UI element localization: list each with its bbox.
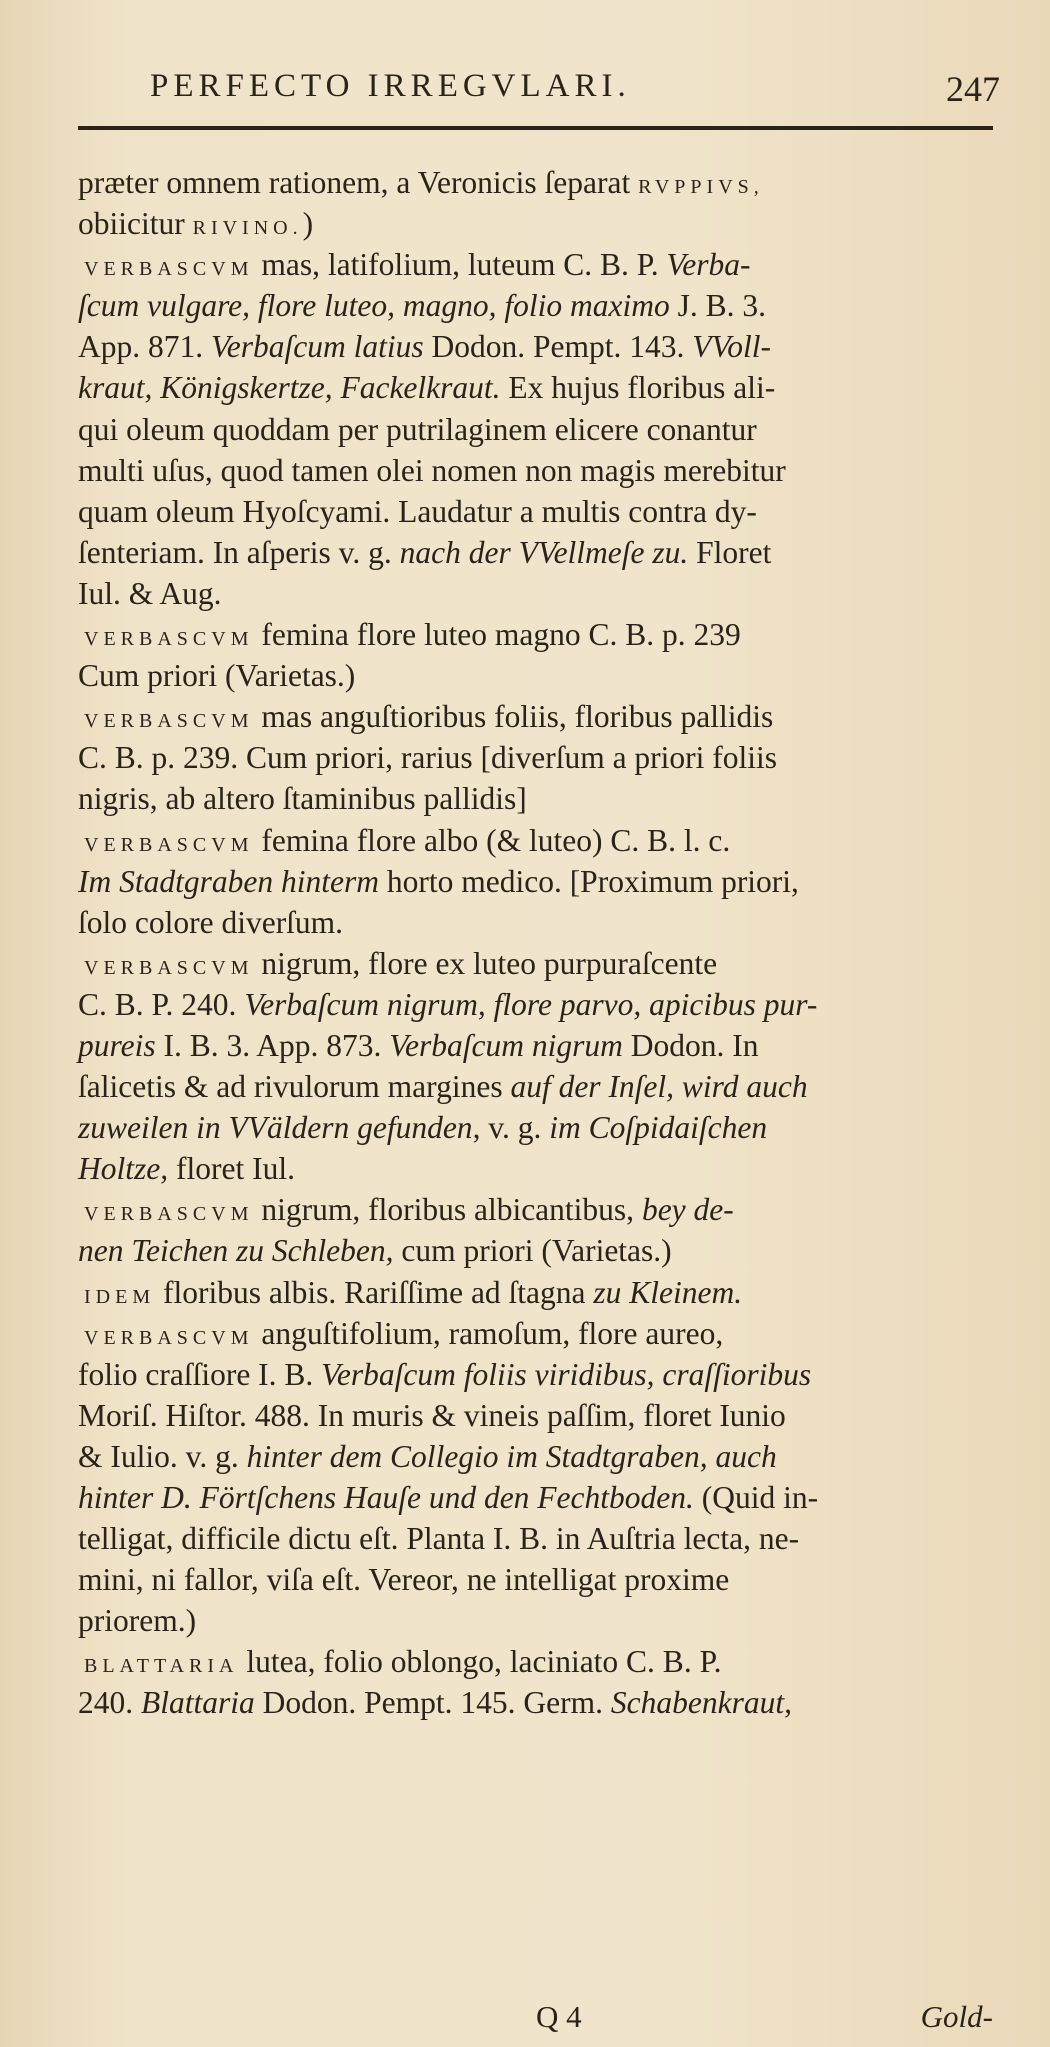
text-line bbox=[78, 532, 1013, 573]
text-line bbox=[78, 1559, 1013, 1600]
text-line bbox=[78, 861, 1013, 902]
text-segment: obiicitur bbox=[78, 206, 193, 242]
italic-text: ſcum vulgare, flore luteo, magno, folio maximo bbox=[78, 288, 670, 324]
text-segment: floribus albis. Rariſſime ad ſtagna bbox=[155, 1274, 594, 1310]
text-segment: C. B. P. 240. bbox=[78, 986, 245, 1022]
text-line bbox=[78, 573, 1013, 614]
small-caps-term: VERBASCVM bbox=[84, 1326, 254, 1349]
text-segment: mas, latifolium, luteum C. B. P. bbox=[253, 247, 667, 283]
text-segment: floret Iul. bbox=[168, 1151, 295, 1187]
text-segment: Cum priori (Varietas.) bbox=[78, 658, 356, 694]
italic-text: Im Stadtgraben hinterm bbox=[78, 863, 379, 899]
text-segment: Moriſ. Hiſtor. 488. In muris & vineis paſſim, floret Iunio bbox=[78, 1397, 786, 1433]
text-segment: folio craſſiore I. B. bbox=[78, 1356, 322, 1392]
text-segment: telligat, difficile dictu eſt. Planta I. B. in Auſtria lecta, ne- bbox=[78, 1521, 800, 1557]
italic-text: pureis bbox=[78, 1027, 156, 1063]
text-line bbox=[78, 450, 1013, 491]
text-segment: nigrum, flore ex luteo purpuraſcente bbox=[253, 945, 718, 981]
text-line bbox=[78, 1354, 1013, 1395]
text-segment: ſalicetis & ad rivulorum margines bbox=[78, 1069, 511, 1105]
text-segment: nigris, ab altero ſtaminibus pallidis] bbox=[78, 781, 527, 817]
italic-text: im Coſpidaiſchen bbox=[549, 1110, 768, 1146]
small-caps-term: IDEM bbox=[84, 1285, 156, 1308]
text-line bbox=[78, 409, 1013, 450]
italic-text: Holtze, bbox=[78, 1151, 169, 1187]
italic-text: auf der Inſel, wird auch bbox=[510, 1069, 808, 1105]
text-segment: femina flore albo (& luteo) C. B. l. c. bbox=[253, 822, 731, 858]
catchword: Gold- bbox=[920, 1999, 993, 2034]
italic-text: hinter dem Collegio im Stadtgraben, auch bbox=[246, 1438, 777, 1474]
text-line bbox=[78, 1477, 1013, 1518]
italic-text: Blattaria bbox=[141, 1685, 255, 1721]
text-line bbox=[78, 943, 1013, 984]
page-number: 247 bbox=[946, 69, 1000, 109]
text-segment: Iul. & Aug. bbox=[78, 575, 222, 611]
text-segment: ) bbox=[302, 206, 314, 242]
italic-text: zu Kleinem. bbox=[593, 1274, 743, 1310]
text-line bbox=[78, 326, 1013, 367]
italic-text: zuweilen in VVäldern gefunden bbox=[78, 1110, 473, 1146]
text-segment: & Iulio. v. g. bbox=[78, 1438, 247, 1474]
italic-text: Verbaſcum foliis viridibus, craſſioribus bbox=[321, 1356, 812, 1392]
page-header bbox=[150, 68, 1000, 122]
text-line bbox=[78, 655, 1013, 696]
text-line bbox=[78, 614, 1013, 655]
text-segment: priorem.) bbox=[78, 1603, 197, 1639]
text-line bbox=[78, 1395, 1013, 1436]
text-segment: , v. g. bbox=[472, 1110, 550, 1146]
text-segment: 240. bbox=[78, 1685, 141, 1721]
text-segment: C. B. p. 239. Cum priori, rarius [diverſum a priori foliis bbox=[78, 740, 778, 776]
small-caps-term: VERBASCVM bbox=[84, 833, 254, 856]
italic-text: hinter D. Förtſchens Hauſe und den Fechtboden. bbox=[78, 1480, 694, 1515]
small-caps-term: VERBASCVM bbox=[84, 956, 254, 979]
text-segment: I. B. 3. App. 873. bbox=[155, 1027, 390, 1063]
text-line bbox=[78, 1518, 1013, 1559]
italic-text: bey de- bbox=[641, 1192, 734, 1228]
text-line bbox=[78, 1189, 1013, 1230]
small-caps-term: VERBASCVM bbox=[84, 1203, 254, 1226]
text-line bbox=[78, 1148, 1013, 1189]
text-line bbox=[78, 1272, 1013, 1313]
text-segment: App. 871. bbox=[78, 329, 211, 365]
text-segment: multi uſus, quod tamen olei nomen non magis merebitur bbox=[78, 452, 786, 488]
text-line bbox=[78, 1641, 1013, 1682]
text-segment: mas anguſtioribus foliis, floribus pallidis bbox=[253, 699, 774, 735]
text-line bbox=[78, 1230, 1013, 1271]
small-caps-term: BLATTARIA bbox=[84, 1655, 239, 1678]
text-segment: (Quid in- bbox=[693, 1480, 819, 1515]
text-line bbox=[78, 1066, 1013, 1107]
small-caps-term: VERBASCVM bbox=[84, 628, 254, 651]
text-segment: lutea, folio oblongo, laciniato C. B. P. bbox=[238, 1644, 722, 1680]
small-caps-term: RVPPIVS, bbox=[638, 176, 764, 198]
text-line bbox=[78, 984, 1013, 1025]
text-line bbox=[78, 285, 1013, 326]
text-line bbox=[78, 820, 1013, 861]
body-text bbox=[78, 162, 1013, 1724]
italic-text: kraut, Königskertze, Fackelkraut. bbox=[78, 370, 501, 406]
italic-text: Verba- bbox=[666, 247, 751, 283]
text-segment: ſenteriam. In aſperis v. g. bbox=[78, 534, 400, 570]
text-line bbox=[78, 1313, 1013, 1354]
italic-text: Verbaſcum nigrum bbox=[389, 1027, 623, 1063]
text-line bbox=[78, 902, 1013, 943]
running-head: PERFECTO IRREGVLARI. bbox=[150, 68, 631, 104]
text-segment: qui oleum quoddam per putrilaginem elicere conantur bbox=[78, 411, 757, 447]
text-segment: Dodon. Pempt. 143. bbox=[423, 329, 693, 365]
text-line bbox=[78, 1025, 1013, 1066]
italic-text: nach der VVellmeſe zu. bbox=[399, 534, 689, 570]
text-line bbox=[78, 696, 1013, 737]
small-caps-term: VERBASCVM bbox=[84, 710, 254, 733]
text-line bbox=[78, 1107, 1013, 1148]
text-line bbox=[78, 1436, 1013, 1477]
text-line bbox=[78, 367, 1013, 408]
text-line bbox=[78, 737, 1013, 778]
header-rule bbox=[78, 126, 993, 130]
italic-text: VVoll- bbox=[692, 329, 772, 365]
italic-text: Schabenkraut, bbox=[610, 1685, 792, 1721]
text-line bbox=[78, 778, 1013, 819]
text-segment: ſolo colore diverſum. bbox=[78, 904, 344, 940]
text-segment: Dodon. In bbox=[622, 1027, 759, 1063]
text-line bbox=[78, 1682, 1013, 1723]
text-line bbox=[78, 162, 1013, 203]
italic-text: Verbaſcum nigrum, flore parvo, apicibus pur- bbox=[244, 986, 818, 1022]
text-segment: horto medico. [Proximum priori, bbox=[378, 863, 799, 899]
small-caps-term: VERBASCVM bbox=[84, 258, 254, 281]
text-segment: Ex hujus floribus ali- bbox=[500, 370, 776, 406]
text-segment: Floret bbox=[688, 534, 772, 570]
italic-text: nen Teichen zu Schleben, bbox=[78, 1233, 394, 1269]
text-segment: femina flore luteo magno C. B. p. 239 bbox=[253, 617, 741, 653]
text-segment: mini, ni fallor, viſa eſt. Vereor, ne intelligat proxime bbox=[78, 1562, 730, 1598]
text-segment: cum priori (Varietas.) bbox=[393, 1233, 672, 1269]
text-segment: præter omnem rationem, a Veronicis ſeparat bbox=[78, 165, 639, 200]
text-segment: nigrum, floribus albicantibus, bbox=[253, 1192, 642, 1228]
text-line bbox=[78, 203, 1013, 244]
small-caps-term: RIVINO. bbox=[192, 217, 303, 240]
text-segment: J. B. 3. bbox=[669, 288, 766, 324]
italic-text: Verbaſcum latius bbox=[211, 329, 424, 365]
text-line bbox=[78, 491, 1013, 532]
text-segment: anguſtifolium, ramoſum, flore aureo, bbox=[253, 1315, 724, 1351]
page-footer bbox=[78, 1999, 1013, 2039]
text-segment: quam oleum Hyoſcyami. Laudatur a multis contra dy- bbox=[78, 493, 757, 529]
text-line bbox=[78, 244, 1013, 285]
signature-mark: Q 4 bbox=[536, 1999, 582, 2034]
text-line bbox=[78, 1600, 1013, 1641]
text-segment: Dodon. Pempt. 145. Germ. bbox=[254, 1685, 611, 1721]
